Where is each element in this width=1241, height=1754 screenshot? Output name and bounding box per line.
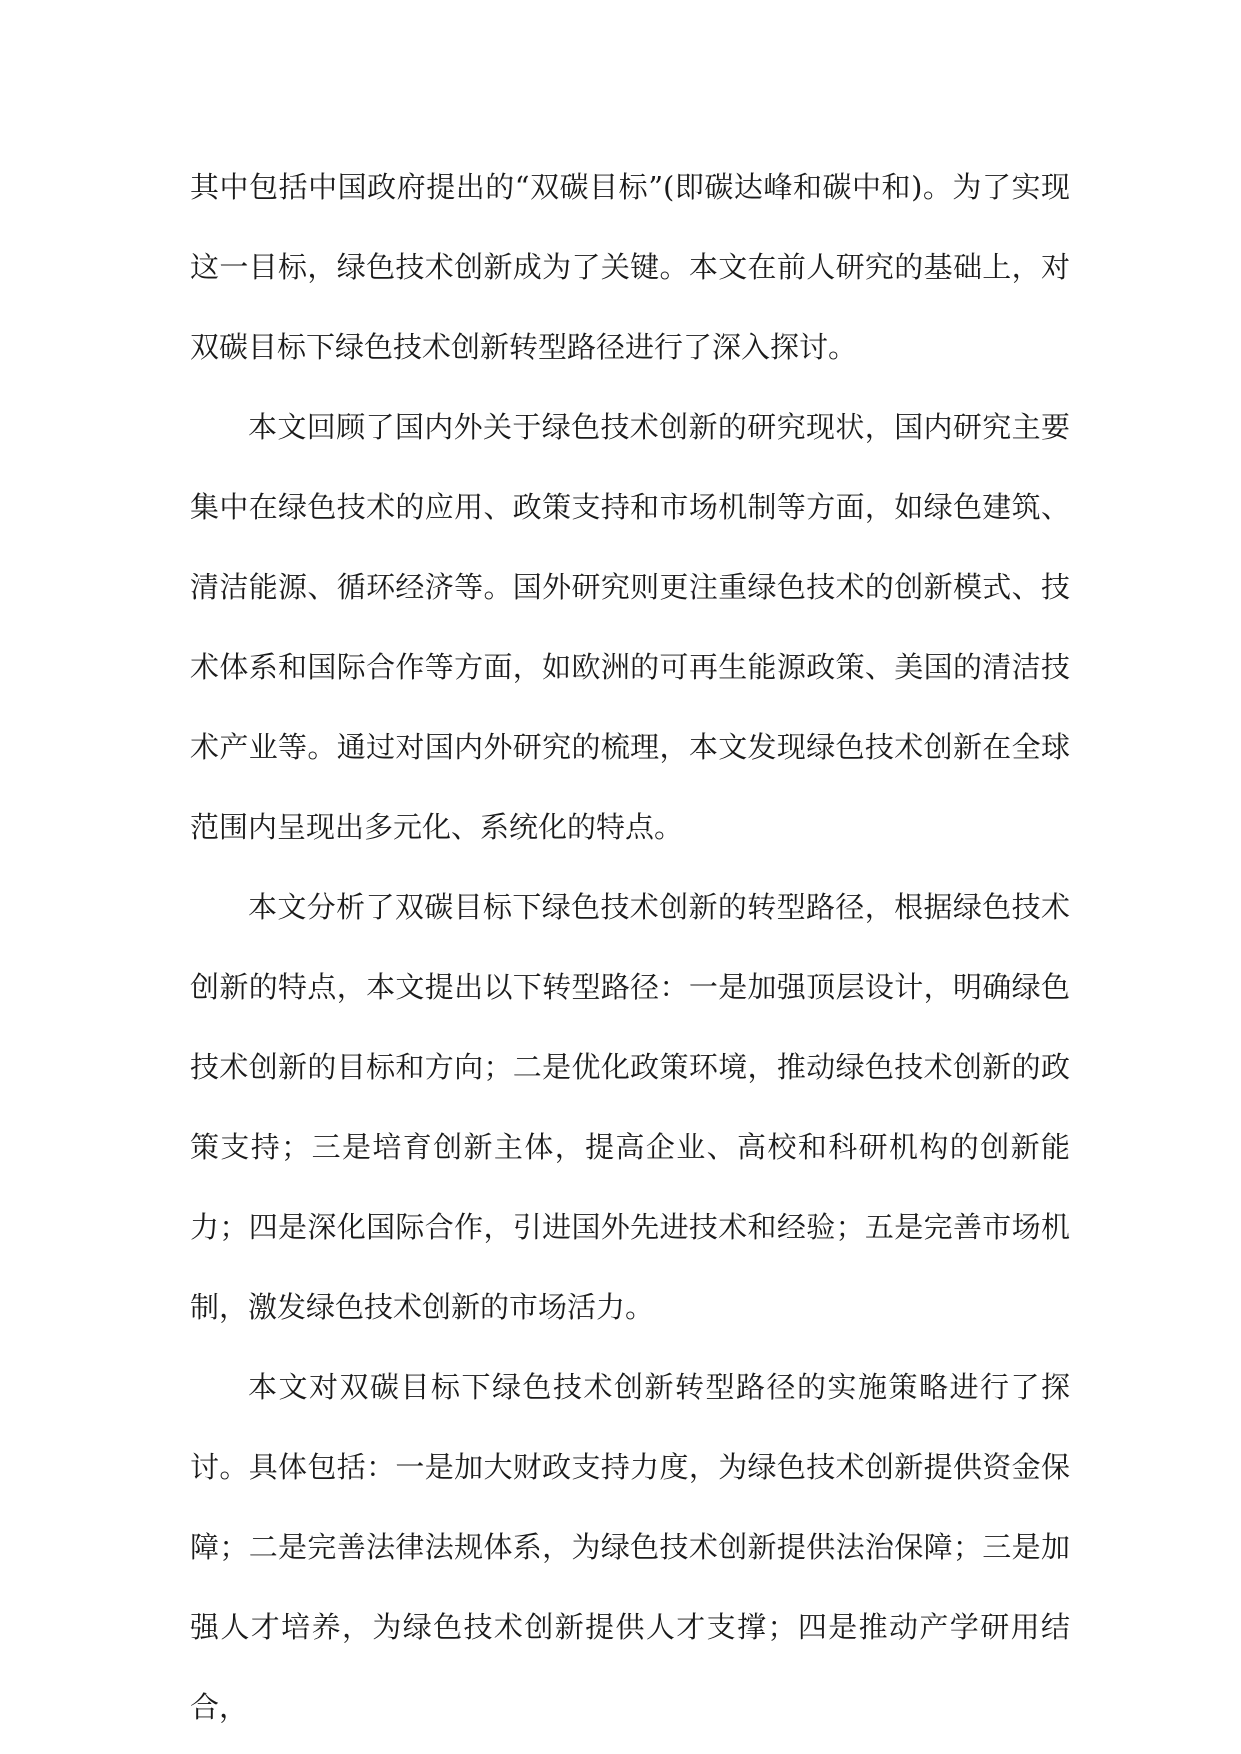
body-text (190, 147, 1070, 1747)
paragraph-3: 本文分析了双碳目标下绿色技术创新的转型路径，根据绿色技术创新的特点，本文提出以下转型路径：一是加强顶层设计，明确绿色技术创新的目标和方向；二是优化政策环境，推动绿色技术创新的政策支持；三是培育创新主体，提高企业、高校和科研机构的创新能力；四是深化国际合作，引进国外先进技术和经验；五是完善市场机制，激发绿色技术创新的市场活力。 (190, 890, 1070, 1324)
paragraph-4: 本文对双碳目标下绿色技术创新转型路径的实施策略进行了探讨。具体包括：一是加大财政支持力度，为绿色技术创新提供资金保障；二是完善法律法规体系，为绿色技术创新提供法治保障；三是加强人才培养，为绿色技术创新提供人才支撑；四是推动产学研用结合， (190, 1370, 1070, 1724)
paragraph-1: 其中包括中国政府提出的“双碳目标”(即碳达峰和碳中和)。为了实现这一目标，绿色技术创新成为了关键。本文在前人研究的基础上，对双碳目标下绿色技术创新转型路径进行了深入探讨。 (190, 170, 1070, 364)
paragraph-2: 本文回顾了国内外关于绿色技术创新的研究现状，国内研究主要集中在绿色技术的应用、政策支持和市场机制等方面，如绿色建筑、清洁能源、循环经济等。国外研究则更注重绿色技术的创新模式、技术体系和国际合作等方面，如欧洲的可再生能源政策、美国的清洁技术产业等。通过对国内外研究的梳理，本文发现绿色技术创新在全球范围内呈现出多元化、系统化的特点。 (190, 410, 1070, 844)
